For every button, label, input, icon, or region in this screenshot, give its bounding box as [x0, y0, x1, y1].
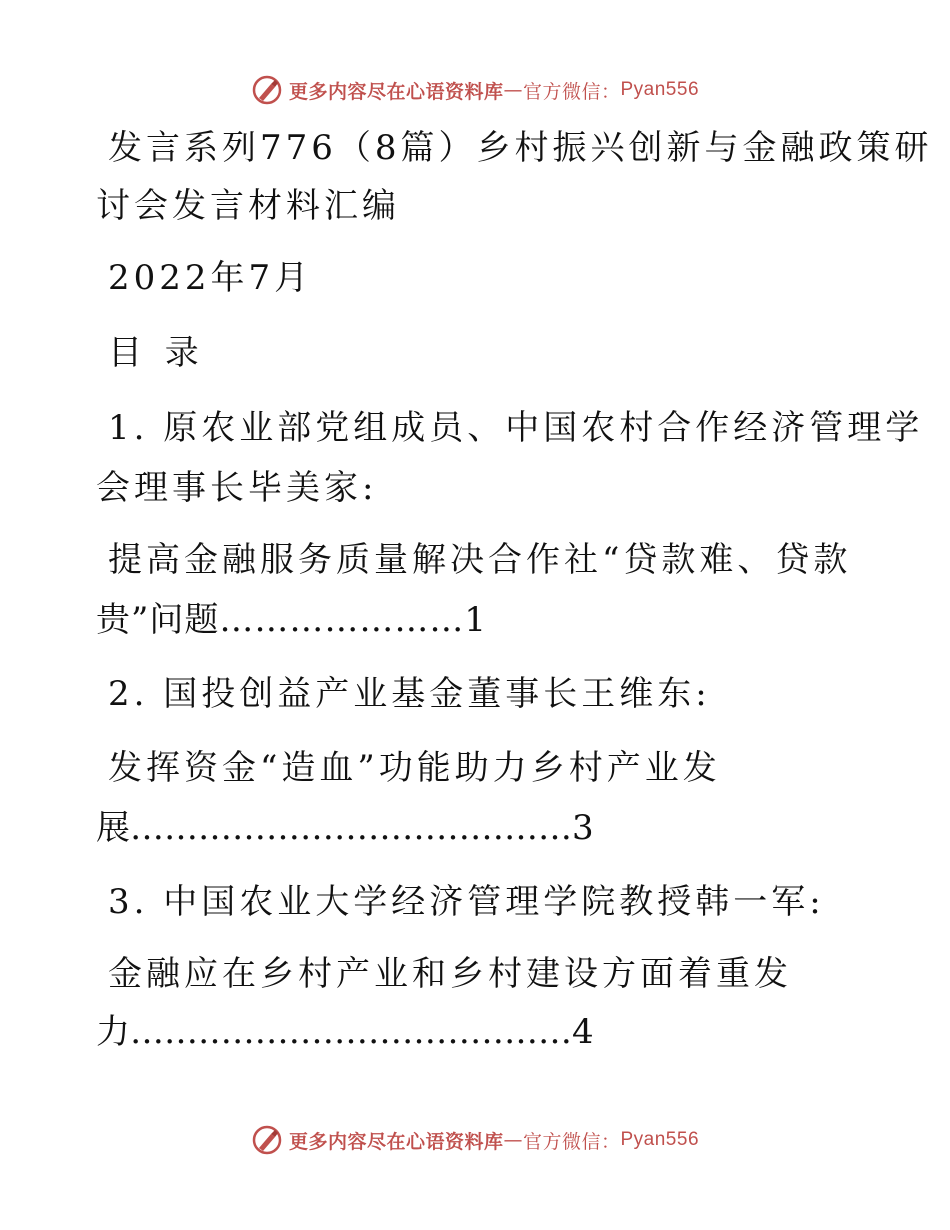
- toc-item-1-title-line-1[interactable]: 提高金融服务质量解决合作社“贷款难、贷款: [108, 540, 852, 580]
- toc-item-1-speaker-line-1: 1. 原农业部党组成员、中国农村合作经济管理学: [108, 408, 924, 448]
- document-date: 2022年7月: [108, 258, 313, 298]
- watermark-wechat-label: 官方微信：: [522, 80, 621, 103]
- toc-item-1-title-line-2[interactable]: 贵”问题…………………1: [96, 600, 488, 640]
- toc-item-3-title-line-1[interactable]: 金融应在乡村产业和乡村建设方面着重发: [108, 954, 792, 994]
- toc-item-3-title-line-2[interactable]: 力…………………………………4: [96, 1012, 594, 1052]
- watermark-wechat-id: Pyan556: [620, 1129, 700, 1150]
- toc-item-2-title-line-1[interactable]: 发挥资金“造血”功能助力乡村产业发: [108, 748, 721, 788]
- pen-logo-icon: [251, 1124, 283, 1156]
- watermark-wechat-id: Pyan556: [620, 79, 700, 100]
- toc-item-1-speaker-line-2: 会理事长毕美家:: [96, 468, 378, 508]
- watermark-dash: —: [503, 1129, 523, 1151]
- watermark-wechat-label: 官方微信：: [522, 1130, 621, 1153]
- watermark-dash: —: [503, 79, 523, 101]
- pen-logo-icon: [251, 74, 283, 106]
- toc-item-3-speaker-line-1: 3. 中国农业大学经济管理学院教授韩一军:: [108, 882, 825, 922]
- document-title-line-1: 发言系列776（8篇）乡村振兴创新与金融政策研: [108, 128, 933, 168]
- footer-watermark: [0, 1124, 950, 1156]
- toc-item-2-speaker-line-1: 2. 国投创益产业基金董事长王维东:: [108, 674, 711, 714]
- watermark-main-text: 更多内容尽在心语资料库: [288, 1130, 504, 1153]
- watermark-main-text: 更多内容尽在心语资料库: [288, 80, 504, 103]
- toc-item-2-title-line-2[interactable]: 展…………………………………3: [96, 808, 594, 848]
- header-watermark: [0, 74, 950, 106]
- toc-heading: 目 录: [108, 333, 205, 373]
- document-title-line-2: 讨会发言材料汇编: [96, 186, 400, 226]
